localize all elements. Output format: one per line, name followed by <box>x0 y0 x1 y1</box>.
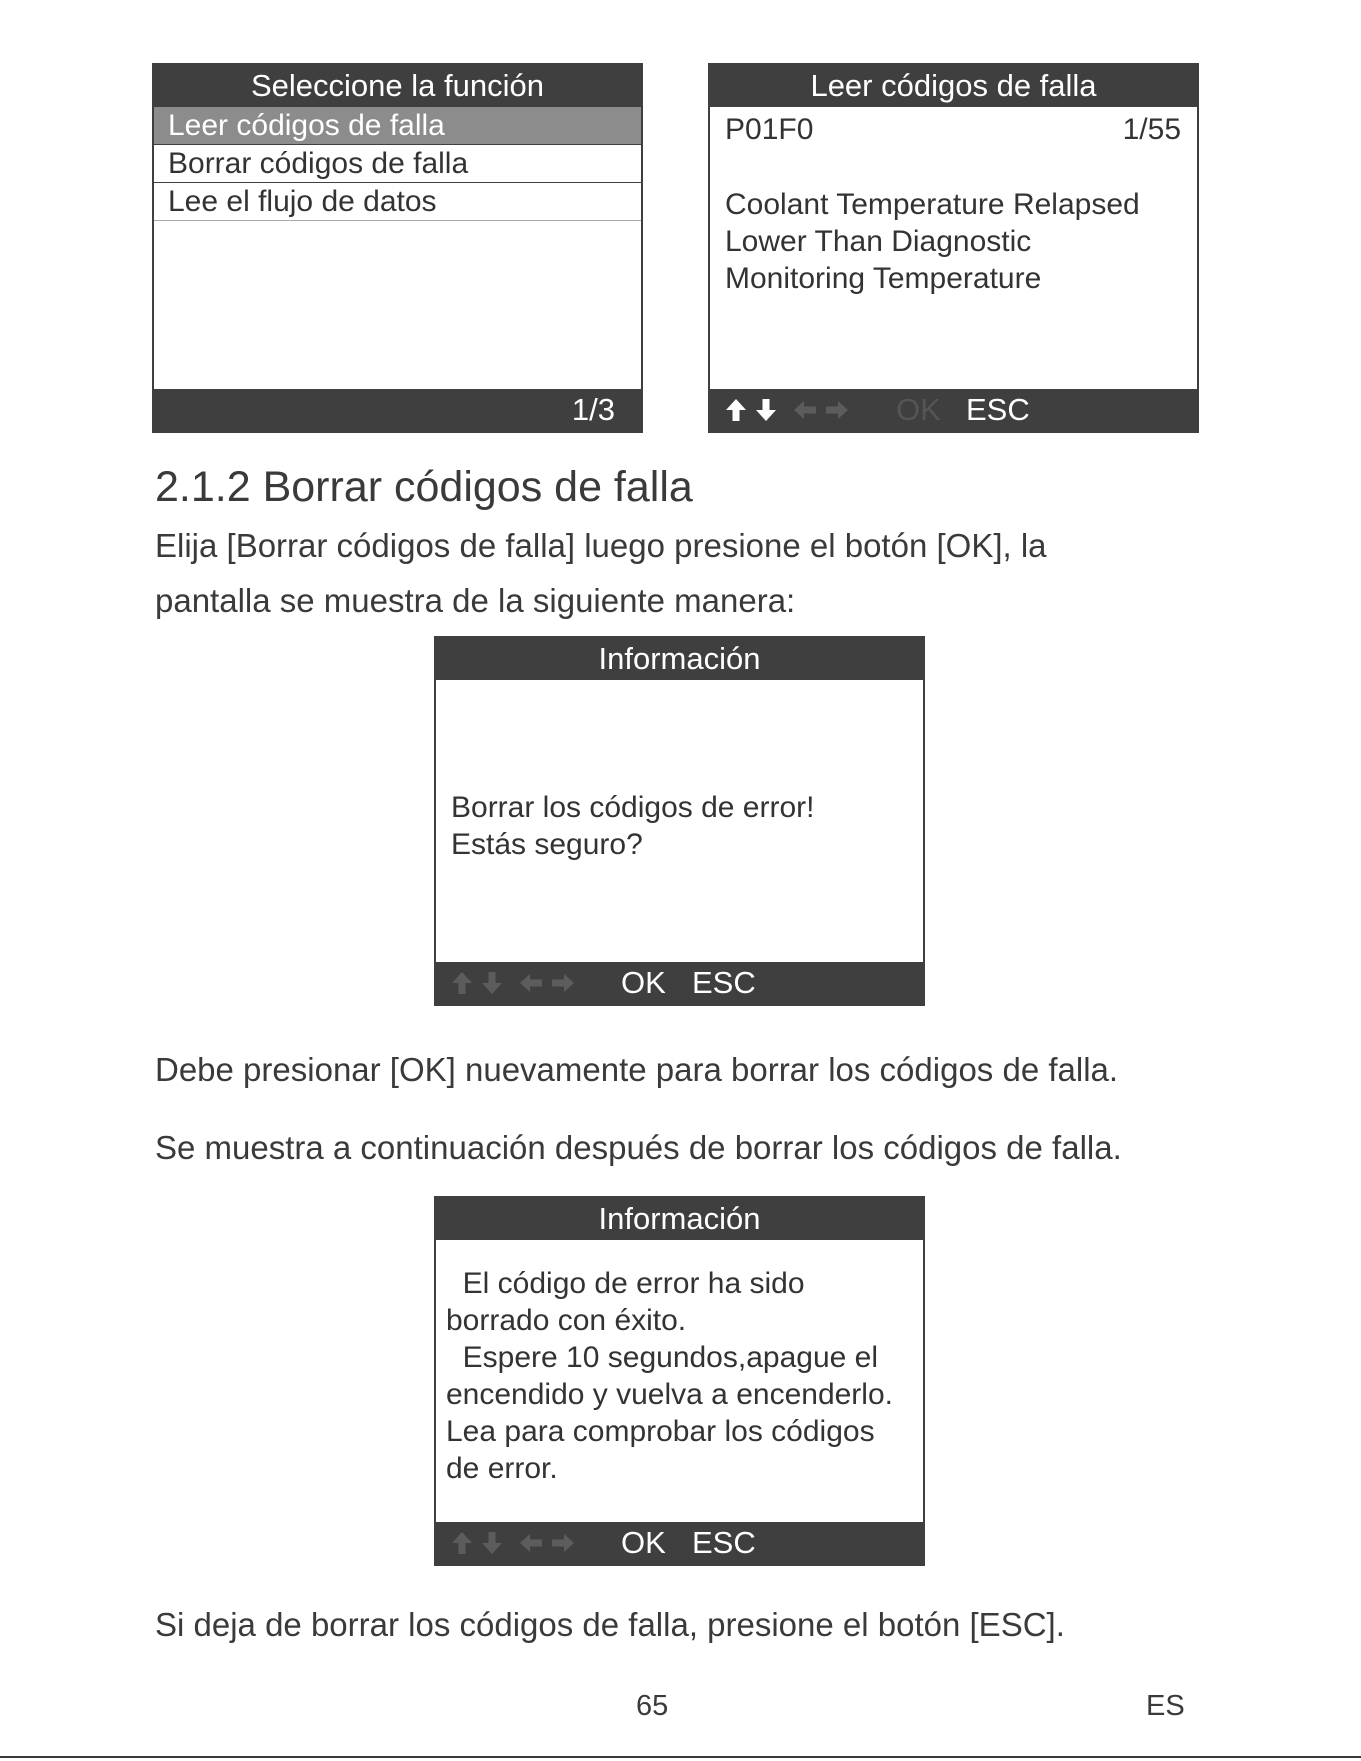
left-arrow-icon <box>518 972 544 994</box>
code-description-line: Coolant Temperature Relapsed <box>725 188 1140 221</box>
paragraph-line: Se muestra a continuación después de borrar los códigos de falla. <box>155 1129 1122 1166</box>
message-line: El código de error ha sido <box>446 1267 805 1300</box>
screen-title: Información <box>436 1198 923 1240</box>
message-line: encendido y vuelva a encenderlo. <box>446 1378 893 1411</box>
up-arrow-icon[interactable] <box>724 397 748 423</box>
left-arrow-icon <box>518 1532 544 1554</box>
message-line: Espere 10 segundos,apague el <box>446 1341 878 1374</box>
right-arrow-icon <box>550 972 576 994</box>
up-arrow-icon <box>450 1530 474 1556</box>
message-line: borrado con éxito. <box>446 1304 687 1337</box>
right-arrow-icon <box>550 1532 576 1554</box>
screen-footer <box>154 389 641 431</box>
ok-button[interactable]: OK <box>621 1525 666 1560</box>
code-counter: 1/55 <box>1122 113 1181 146</box>
page-bottom-rule <box>0 1756 1361 1758</box>
menu-item-erase-codes[interactable]: Borrar códigos de falla <box>154 145 641 183</box>
function-select-screen <box>152 63 643 433</box>
nav-arrows <box>450 962 576 1004</box>
esc-label[interactable]: ESC <box>966 392 1030 427</box>
menu-item-read-codes[interactable]: Leer códigos de falla <box>154 107 641 145</box>
right-arrow-icon <box>824 399 850 421</box>
screen-title: Información <box>436 638 923 680</box>
screen-title: Leer códigos de falla <box>710 65 1197 107</box>
trouble-code: P01F0 <box>725 113 814 146</box>
screen-footer <box>436 1522 923 1564</box>
message-line: Estás seguro? <box>451 828 643 861</box>
esc-button[interactable]: ESC <box>692 1525 756 1560</box>
screen-footer <box>436 962 923 1004</box>
nav-arrows <box>450 1522 576 1564</box>
esc-button[interactable]: ESC <box>692 965 756 1000</box>
message-line: Lea para comprobar los códigos <box>446 1415 875 1448</box>
language-code: ES <box>1146 1690 1185 1722</box>
down-arrow-icon <box>480 1530 504 1556</box>
message-line: Borrar los códigos de error! <box>451 791 815 824</box>
code-description-line: Lower Than Diagnostic <box>725 225 1032 258</box>
down-arrow-icon <box>480 970 504 996</box>
up-arrow-icon <box>450 970 474 996</box>
section-title: 2.1.2 Borrar códigos de falla <box>155 463 693 511</box>
paragraph-line: Debe presionar [OK] nuevamente para borrar los códigos de falla. <box>155 1051 1119 1088</box>
ok-label: OK <box>896 392 941 427</box>
screen-title: Seleccione la función <box>154 65 641 107</box>
left-arrow-icon <box>792 399 818 421</box>
menu-item-data-stream[interactable]: Lee el flujo de datos <box>154 183 641 221</box>
paragraph-line: pantalla se muestra de la siguiente manera: <box>155 582 796 619</box>
down-arrow-icon[interactable] <box>754 397 778 423</box>
confirm-erase-screen <box>434 636 925 1006</box>
paragraph-line: Elija [Borrar códigos de falla] luego presione el botón [OK], la <box>155 527 1047 564</box>
read-codes-screen <box>708 63 1199 433</box>
erase-success-screen <box>434 1196 925 1566</box>
ok-button[interactable]: OK <box>621 965 666 1000</box>
nav-arrows <box>724 389 850 431</box>
code-description-line: Monitoring Temperature <box>725 262 1042 295</box>
paragraph-line: Si deja de borrar los códigos de falla, presione el botón [ESC]. <box>155 1606 1065 1643</box>
page-number: 65 <box>636 1690 669 1722</box>
message-line: de error. <box>446 1452 558 1485</box>
screen-footer <box>710 389 1197 431</box>
page-indicator: 1/3 <box>571 392 615 427</box>
